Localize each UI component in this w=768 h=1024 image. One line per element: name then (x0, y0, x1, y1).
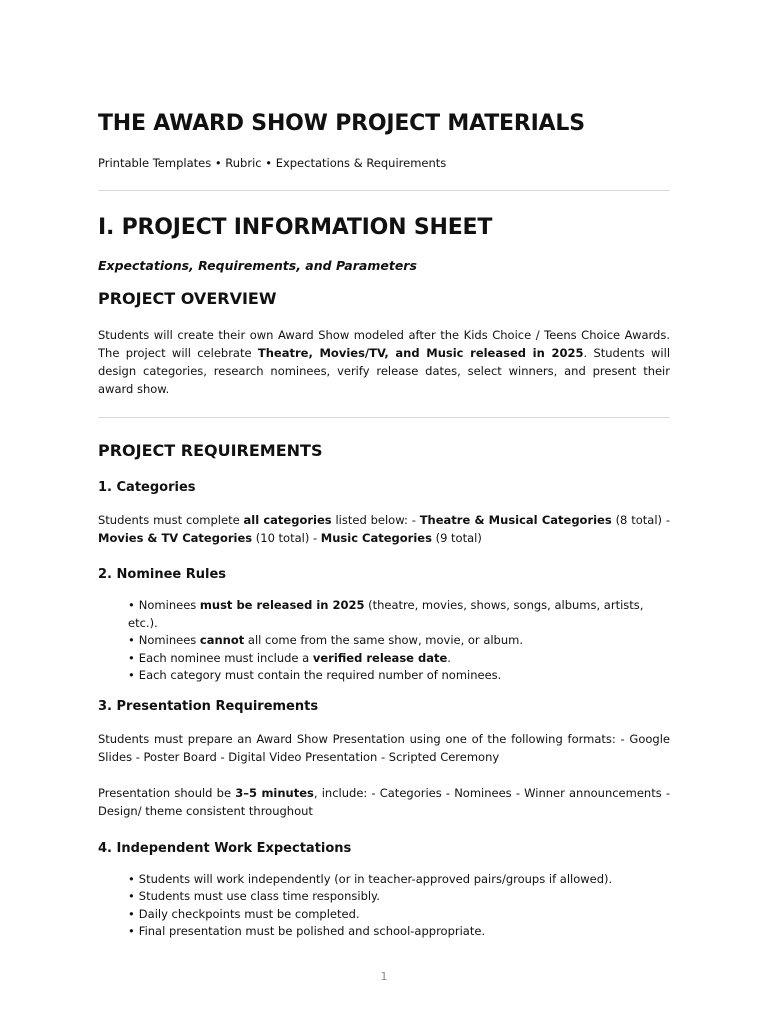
overview-heading: PROJECT OVERVIEW (98, 289, 277, 308)
list-item: • Daily checkpoints must be completed. (128, 906, 670, 924)
list-item: • Each category must contain the required number of nominees. (128, 667, 670, 685)
presentation-paragraph: Students must prepare an Award Show Presentation using one of the following formats: - Google Slides - Poster Board - Digital Video Presentation - Scripted Ceremony (98, 731, 670, 764)
nominee-rules-heading: 2. Nominee Rules (98, 567, 227, 582)
independent-work-list (98, 871, 670, 941)
page-number: 1 (380, 970, 388, 983)
document-title: THE AWARD SHOW PROJECT MATERIALS (98, 111, 585, 136)
list-item: • Nominees cannot all come from the same show, movie, or album. (128, 632, 670, 650)
list-item: • Nominees must be released in 2025 (theatre, movies, shows, songs, albums, artists, etc.). (128, 597, 670, 632)
presentation-heading: 3. Presentation Requirements (98, 698, 319, 714)
section-subtitle: Expectations, Requirements, and Parameters (98, 258, 417, 273)
page-content (98, 111, 670, 941)
requirements-heading: PROJECT REQUIREMENTS (98, 441, 323, 460)
list-item: • Students must use class time responsibly. (128, 888, 670, 906)
list-item: • Final presentation must be polished and school-appropriate. (128, 923, 670, 941)
list-item: • Each nominee must include a verified release date. (128, 650, 670, 668)
overview-paragraph: Students will create their own Award Show modeled after the Kids Choice / Teens Choice Awards. The project will celebrate Theatre, Movies/TV, and Music released in 2025. Students will design categories, research nominees, verify release dates, select winners, and present their award show. (98, 328, 671, 396)
categories-heading: 1. Categories (98, 480, 196, 495)
nominee-rules-list (98, 597, 670, 685)
document-subtitle: Printable Templates • Rubric • Expectations & Requirements (98, 156, 447, 170)
categories-paragraph: Students must complete all categories listed below: - Theatre & Musical Categories (8 total) - Movies & TV Categories (10 total) - Music Categories (9 total) (98, 513, 671, 545)
list-item: • Students will work independently (or in teacher-approved pairs/groups if allowed). (128, 871, 670, 889)
divider (98, 417, 670, 418)
independent-work-heading: 4. Independent Work Expectations (98, 840, 352, 856)
divider (98, 190, 670, 191)
section-title: I. PROJECT INFORMATION SHEET (98, 215, 493, 240)
presentation-length-paragraph: Presentation should be 3–5 minutes, include: - Categories - Nominees - Winner announcements - Design/ theme consistent throughout (98, 785, 671, 818)
